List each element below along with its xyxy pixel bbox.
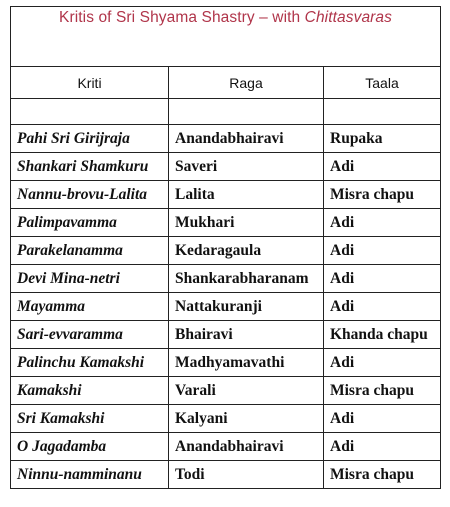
- raga-cell: Todi: [169, 461, 324, 489]
- kritis-table: [10, 6, 441, 489]
- blank-cell: [11, 99, 169, 125]
- blank-cell: [169, 99, 324, 125]
- kriti-cell: Palinchu Kamakshi: [11, 349, 169, 377]
- column-header-taala: Taala: [324, 67, 441, 99]
- raga-cell: Bhairavi: [169, 321, 324, 349]
- taala-cell: Adi: [324, 293, 441, 321]
- table-row: [11, 433, 441, 461]
- taala-cell: Adi: [324, 209, 441, 237]
- raga-cell: Lalita: [169, 181, 324, 209]
- table-row: [11, 181, 441, 209]
- taala-cell: Khanda chapu: [324, 321, 441, 349]
- table-row: [11, 461, 441, 489]
- table-row: [11, 125, 441, 153]
- raga-cell: Mukhari: [169, 209, 324, 237]
- kriti-cell: Shankari Shamkuru: [11, 153, 169, 181]
- taala-cell: Adi: [324, 153, 441, 181]
- table-row: [11, 321, 441, 349]
- blank-cell: [324, 99, 441, 125]
- kriti-cell: Mayamma: [11, 293, 169, 321]
- taala-cell: Adi: [324, 433, 441, 461]
- taala-cell: Misra chapu: [324, 181, 441, 209]
- kriti-cell: Sri Kamakshi: [11, 405, 169, 433]
- raga-cell: Saveri: [169, 153, 324, 181]
- kriti-cell: Ninnu-namminanu: [11, 461, 169, 489]
- taala-cell: Rupaka: [324, 125, 441, 153]
- column-header-raga: Raga: [169, 67, 324, 99]
- table-row: [11, 377, 441, 405]
- raga-cell: Varali: [169, 377, 324, 405]
- table-row: [11, 265, 441, 293]
- table-row: [11, 293, 441, 321]
- raga-cell: Anandabhairavi: [169, 125, 324, 153]
- table-row: [11, 209, 441, 237]
- title-cell: [11, 7, 441, 67]
- taala-cell: Adi: [324, 265, 441, 293]
- raga-cell: Madhyamavathi: [169, 349, 324, 377]
- table-row: [11, 349, 441, 377]
- blank-row: [11, 99, 441, 125]
- taala-cell: Adi: [324, 237, 441, 265]
- kriti-cell: Pahi Sri Girijraja: [11, 125, 169, 153]
- kriti-cell: Nannu-brovu-Lalita: [11, 181, 169, 209]
- taala-cell: Adi: [324, 405, 441, 433]
- table-title: [59, 9, 392, 26]
- table-row: [11, 237, 441, 265]
- kriti-cell: Devi Mina-netri: [11, 265, 169, 293]
- header-row: [11, 67, 441, 99]
- kriti-cell: Kamakshi: [11, 377, 169, 405]
- raga-cell: Anandabhairavi: [169, 433, 324, 461]
- raga-cell: Shankarabharanam: [169, 265, 324, 293]
- table-row: [11, 153, 441, 181]
- raga-cell: Kedaragaula: [169, 237, 324, 265]
- taala-cell: Adi: [324, 349, 441, 377]
- raga-cell: Kalyani: [169, 405, 324, 433]
- title-prefix: Kritis of Sri Shyama Shastry – with: [59, 9, 305, 26]
- column-header-kriti: Kriti: [11, 67, 169, 99]
- table-row: [11, 405, 441, 433]
- raga-cell: Nattakuranji: [169, 293, 324, 321]
- kriti-cell: O Jagadamba: [11, 433, 169, 461]
- kriti-cell: Sari-evvaramma: [11, 321, 169, 349]
- title-row: [11, 7, 441, 67]
- taala-cell: Misra chapu: [324, 461, 441, 489]
- kriti-cell: Palimpavamma: [11, 209, 169, 237]
- taala-cell: Misra chapu: [324, 377, 441, 405]
- title-italic: Chittasvaras: [304, 9, 392, 26]
- kriti-cell: Parakelanamma: [11, 237, 169, 265]
